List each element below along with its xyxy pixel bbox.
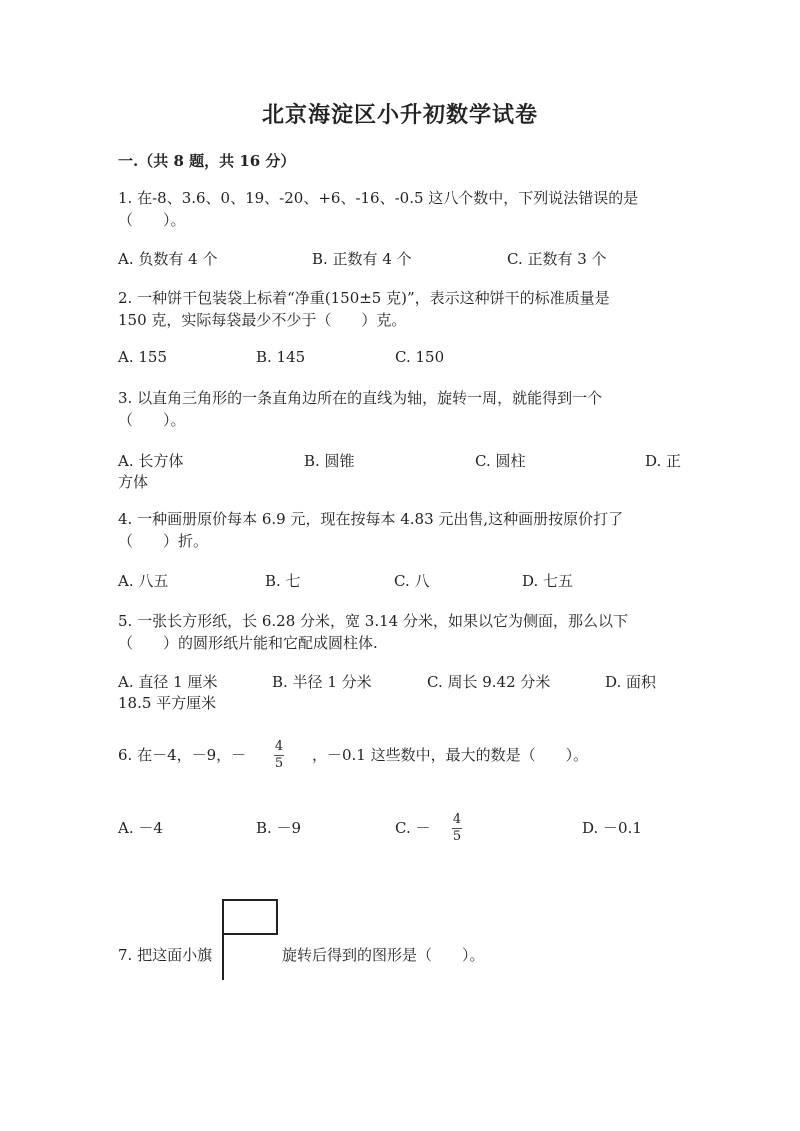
option-b: B. 七 <box>265 572 301 590</box>
question-text: （ ）。 <box>118 211 186 229</box>
option-d: D. 正 <box>645 452 682 470</box>
question-text: 2. 一种饼干包装袋上标着“净重(150±5 克)”，表示这种饼干的标准质量是 <box>118 289 610 307</box>
option-a: A. 负数有 4 个 <box>118 250 218 268</box>
question-text: 1. 在-8、3.6、0、19、-20、+6、-16、-0.5 这八个数中，下列说法错误的是 <box>118 189 639 207</box>
option-c: C. 正数有 3 个 <box>507 250 607 268</box>
question-text: 7. 把这面小旗 <box>118 946 213 964</box>
page-title: 北京海淀区小升初数学试卷 <box>261 102 538 128</box>
option-b: B. 半径 1 分米 <box>272 673 372 691</box>
question-text: 旋转后得到的图形是（ ）。 <box>282 946 485 964</box>
question-text: 6. 在－4，－9，－ <box>118 746 247 764</box>
question-text: （ ）的圆形纸片能和它配成圆柱体. <box>118 634 378 652</box>
question-text: （ ）折。 <box>118 532 209 550</box>
question-text: 3. 以直角三角形的一条直角边所在的直线为轴，旋转一周，就能得到一个 <box>118 389 603 407</box>
option-d: D. 七五 <box>522 572 574 590</box>
question-text: 150 克，实际每袋最少不少于（ ）克。 <box>118 311 407 329</box>
option-d: D. －0.1 <box>582 819 642 837</box>
option-a: A. －4 <box>118 819 163 837</box>
option-b: B. 145 <box>256 348 306 366</box>
option-c: C. 八 <box>394 572 430 590</box>
option-d-wrap: 方体 <box>118 473 149 491</box>
fraction-denominator: 5 <box>274 756 284 771</box>
flag-banner <box>223 900 277 934</box>
option-b: B. －9 <box>256 819 302 837</box>
flag-figure <box>218 898 282 982</box>
option-d: D. 面积 <box>605 673 657 691</box>
fraction <box>274 740 284 771</box>
option-c: C. 150 <box>395 348 445 366</box>
question-text: 5. 一张长方形纸，长 6.28 分米，宽 3.14 分米，如果以它为侧面，那么以下 <box>118 612 628 630</box>
question-text: ，－0.1 这些数中，最大的数是（ ）。 <box>312 746 589 764</box>
section-heading: 一.（共 8 题，共 16 分） <box>118 152 296 170</box>
option-c: C. 周长 9.42 分米 <box>427 673 551 691</box>
option-b: B. 圆锥 <box>304 452 355 470</box>
option-a: A. 八五 <box>118 572 169 590</box>
option-d-wrap: 18.5 平方厘米 <box>118 694 217 712</box>
option-c: C. － <box>395 819 431 837</box>
option-a: A. 155 <box>118 348 167 366</box>
fraction-numerator: 4 <box>452 812 462 827</box>
fraction <box>452 813 462 844</box>
question-text: （ ）。 <box>118 411 186 429</box>
fraction-denominator: 5 <box>452 829 462 844</box>
option-a: A. 直径 1 厘米 <box>118 673 218 691</box>
option-a: A. 长方体 <box>118 452 184 470</box>
fraction-numerator: 4 <box>274 739 284 754</box>
option-b: B. 正数有 4 个 <box>312 250 412 268</box>
option-c: C. 圆柱 <box>475 452 526 470</box>
question-text: 4. 一种画册原价每本 6.9 元，现在按每本 4.83 元出售,这种画册按原价打了 <box>118 510 624 528</box>
